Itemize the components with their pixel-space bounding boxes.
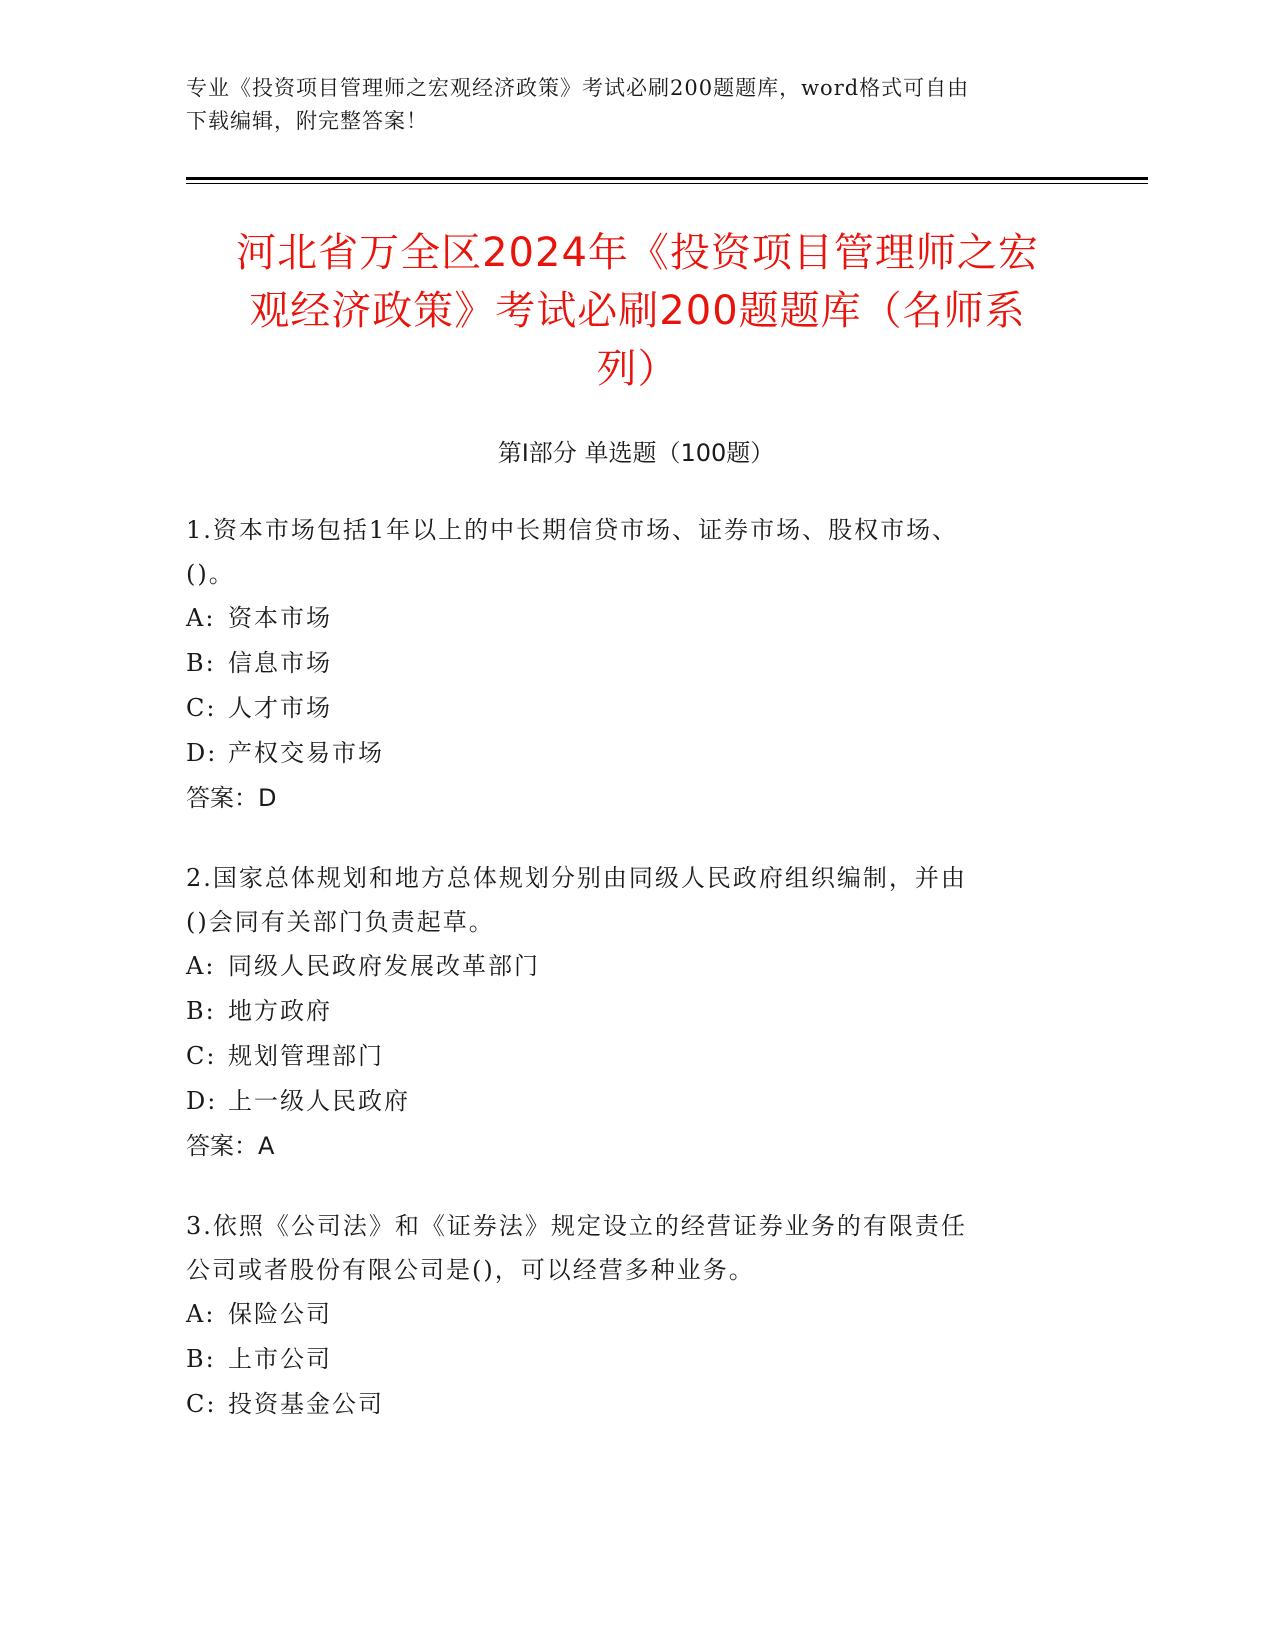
option-text: 信息市场 xyxy=(228,649,332,677)
option-text: 人才市场 xyxy=(228,694,332,722)
option-key: D: xyxy=(186,739,218,767)
option-key: A: xyxy=(186,604,216,632)
option-text: 规划管理部门 xyxy=(228,1042,384,1070)
option-key: A: xyxy=(186,1300,216,1328)
answer-line: 答案：D xyxy=(186,784,277,812)
question-stem-line: 公司或者股份有限公司是()，可以经营多种业务。 xyxy=(186,1256,755,1284)
question-stem-line: 1.资本市场包括1年以上的中长期信贷市场、证券市场、股权市场、 xyxy=(186,516,959,544)
option-c xyxy=(186,686,1066,731)
option-key: C: xyxy=(186,1042,217,1070)
option-b xyxy=(186,989,1066,1034)
option-d xyxy=(186,1079,1066,1124)
option-text: 地方政府 xyxy=(228,997,332,1025)
option-list xyxy=(186,944,1066,1124)
question-stem xyxy=(186,508,1066,596)
option-text: 资本市场 xyxy=(228,604,332,632)
option-list xyxy=(186,1292,1066,1427)
document-title xyxy=(170,224,1105,398)
option-b xyxy=(186,1337,1066,1382)
option-c xyxy=(186,1382,1066,1427)
header-note-line-1: 专业《投资项目管理师之宏观经济政策》考试必刷200题题库，word格式可自由 xyxy=(186,76,970,100)
option-b xyxy=(186,641,1066,686)
option-a xyxy=(186,944,1066,989)
question-1 xyxy=(186,508,1066,821)
option-key: A: xyxy=(186,952,216,980)
question-2 xyxy=(186,856,1066,1169)
header-note-line-2: 下载编辑，附完整答案！ xyxy=(186,109,428,133)
question-stem-line: ()会同有关部门负责起草。 xyxy=(186,908,495,936)
header-note xyxy=(186,72,1086,138)
option-key: C: xyxy=(186,694,217,722)
header-divider-thick xyxy=(186,177,1148,180)
title-line-2: 观经济政策》考试必刷200题题库（名师系 xyxy=(249,288,1026,334)
option-text: 上市公司 xyxy=(228,1345,332,1373)
option-d xyxy=(186,731,1066,776)
answer-line: 答案：A xyxy=(186,1132,275,1160)
option-key: B: xyxy=(186,1345,216,1373)
option-key: B: xyxy=(186,649,216,677)
option-a xyxy=(186,1292,1066,1337)
question-stem xyxy=(186,856,1066,944)
option-text: 同级人民政府发展改革部门 xyxy=(228,952,540,980)
option-a xyxy=(186,596,1066,641)
option-key: C: xyxy=(186,1390,217,1418)
question-stem xyxy=(186,1204,1066,1292)
section-heading: 第Ⅰ部分 单选题（100题） xyxy=(497,439,775,467)
title-line-3: 列） xyxy=(596,346,679,392)
question-stem-line: ()。 xyxy=(186,560,235,588)
question-stem-line: 3.依照《公司法》和《证券法》规定设立的经营证券业务的有限责任 xyxy=(186,1212,967,1240)
option-text: 产权交易市场 xyxy=(228,739,384,767)
option-text: 保险公司 xyxy=(228,1300,332,1328)
question-stem-line: 2.国家总体规划和地方总体规划分别由同级人民政府组织编制，并由 xyxy=(186,864,967,892)
question-3 xyxy=(186,1204,1066,1427)
option-c xyxy=(186,1034,1066,1079)
option-key: B: xyxy=(186,997,216,1025)
title-line-1: 河北省万全区2024年《投资项目管理师之宏 xyxy=(236,230,1039,276)
option-key: D: xyxy=(186,1087,218,1115)
option-text: 投资基金公司 xyxy=(228,1390,384,1418)
header-divider-thin xyxy=(186,183,1148,184)
option-list xyxy=(186,596,1066,776)
option-text: 上一级人民政府 xyxy=(228,1087,410,1115)
